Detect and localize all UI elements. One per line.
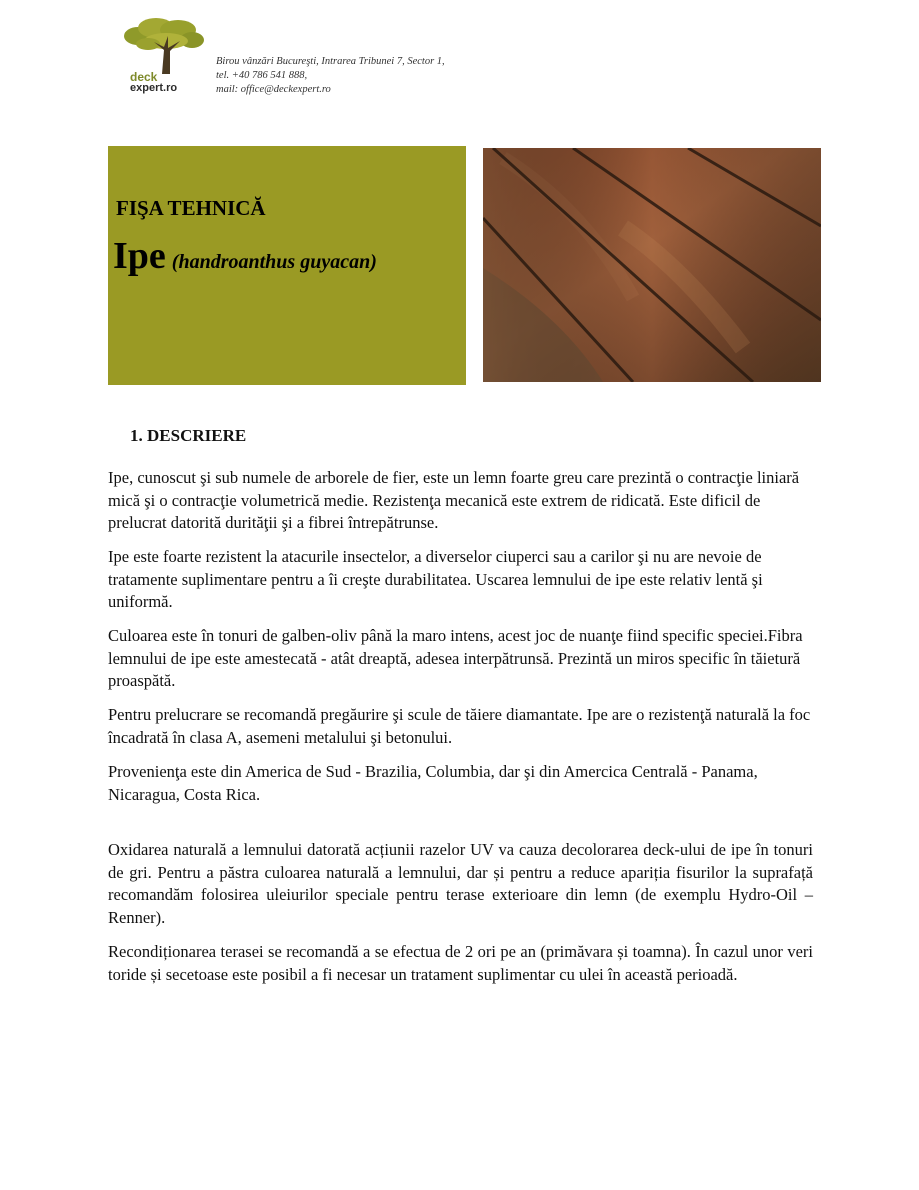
logo-wordmark	[130, 72, 177, 94]
paragraph-7: Recondiționarea terasei se recomandă a se efectua de 2 ori pe an (primăvara și toamna). În cazul unor veri toride și secetoase este posibil a fi necesar un tratament suplimentar cu ulei în această perioadă.	[108, 942, 813, 984]
wood-deck-photo	[483, 148, 821, 382]
logo-text-deck: deck	[130, 70, 158, 84]
latin-name: (handroanthus guyacan)	[171, 251, 377, 273]
office-address: Birou vânzări Bucureşti, Intrarea Tribunei 7, Sector 1,	[216, 56, 445, 67]
document-type-label: FIŞA TEHNICĂ	[116, 196, 266, 220]
section-heading-description: 1. DESCRIERE	[130, 426, 247, 445]
paragraph-6: Oxidarea naturală a lemnului datorată acțiunii razelor UV va cauza decolorarea deck-ului de ipe în tonuri de gri. Pentru a păstra culoarea naturală a lemnului, dar și pentru a reduce apariția fisurilor la suprafață recomandăm folosirea uleiurilor speciale pentru terase exterioare din lemn (de exemplu Hydro-Oil – Renner).	[108, 840, 813, 927]
contact-info	[216, 55, 445, 97]
paragraph-1: Ipe, cunoscut şi sub numele de arborele de fier, este un lemn foarte greu care prezintă o contracţie liniară mică şi o contracţie volumetrică medie. Rezistenţa mecanică este extrem de ridicată. Este dificil de prelucrat datorită durităţii şi a fibrei întrepătrunse.	[108, 468, 800, 532]
logo-text-expert: expert.ro	[130, 82, 178, 94]
paragraph-2: Ipe este foarte rezistent la atacurile insectelor, a diverselor ciuperci sau a carilor şi nu are nevoie de tratamente suplimentare pentru a îi creşte durabilitatea. Uscarea lemnului de ipe este relativ lentă şi uniformă.	[108, 547, 763, 611]
phone-number: tel. +40 786 541 888,	[216, 70, 308, 81]
paragraph-4: Pentru prelucrare se recomandă pregăurire şi scule de tăiere diamantate. Ipe are o rezistenţă naturală la foc încadrată în clasa A, asemeni metalului şi betonului.	[108, 705, 811, 747]
company-logo	[118, 14, 210, 100]
title-banner	[108, 146, 466, 385]
tree-icon	[118, 14, 210, 76]
product-title	[113, 234, 377, 278]
paragraph-5: Provenienţa este din America de Sud - Brazilia, Columbia, dar şi din Amercica Centrală - Panama, Nicaragua, Costa Rica.	[108, 762, 758, 804]
email-address: mail: office@deckexpert.ro	[216, 84, 331, 95]
wood-name: Ipe	[113, 235, 166, 277]
paragraph-3: Culoarea este în tonuri de galben-oliv până la maro intens, acest joc de nuanţe fiind specific speciei.Fibra lemnului de ipe este amestecată - atât dreaptă, adesea interpătrunsă. Prezintă un miros specific în tăietură proaspătă.	[108, 626, 803, 690]
